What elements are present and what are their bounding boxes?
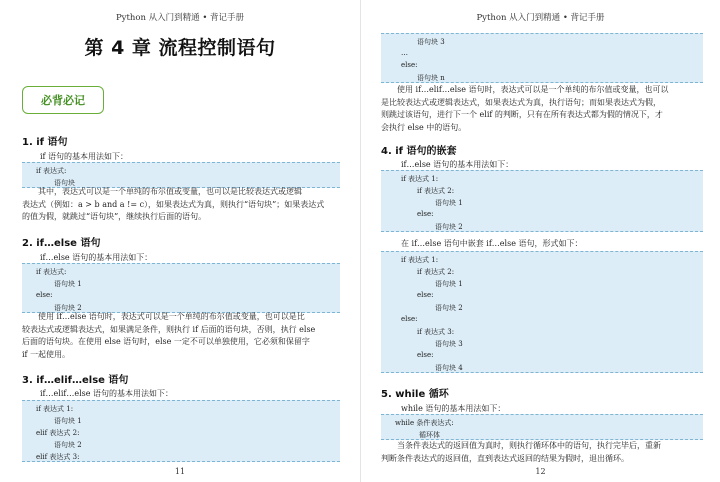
- code-line: if 表达式 3:: [417, 328, 455, 336]
- code-line: 语句块 n: [417, 74, 445, 82]
- section-heading-nested-if: 4. if 语句的嵌套: [381, 146, 457, 157]
- code-line: 语句块 3: [417, 38, 445, 46]
- chapter-title: 第 4 章 流程控制语句: [84, 37, 276, 59]
- section-intro: if 语句的基本用法如下：: [40, 152, 129, 161]
- code-line: 语句块 2: [54, 441, 82, 449]
- running-header: Python 从入门到精通 • 背记手册: [115, 13, 245, 23]
- section-heading-if-else: 2. if…else 语句: [22, 238, 101, 249]
- code-line: else:: [36, 291, 53, 299]
- code-line: elif 表达式 3:: [36, 453, 80, 461]
- code-line: 语句块 2: [435, 223, 463, 231]
- code-line: 语句块 1: [54, 280, 82, 288]
- code-line: if 表达式 1:: [401, 175, 439, 183]
- section-intro: 在 if…else 语句中嵌套 if…else 语句，形式如下：: [401, 239, 583, 248]
- running-header: Python 从入门到精通 • 背记手册: [476, 13, 605, 23]
- paragraph: 当条件表达式的返回值为真时，则执行循环体中的语句，执行完毕后，重新 判断条件表达式的返回值，直到表达式返回的结果为假时，退出循环。: [381, 441, 661, 463]
- code-line: else:: [401, 315, 418, 323]
- code-line: 语句块 2: [54, 304, 82, 312]
- code-block: [22, 162, 340, 188]
- page-number: 11: [174, 467, 186, 476]
- code-line: if 表达式:: [36, 167, 67, 175]
- code-line: if 表达式 2:: [417, 187, 455, 195]
- right-page: [360, 0, 720, 482]
- code-line: while 条件表达式:: [395, 419, 454, 427]
- paragraph: 其中，表达式可以是一个单纯的布尔值或变量，也可以是比较表达式或逻辑 表达式（例如：a > b and a != c），如果表达式为真，则执行“语句块”；如果表达式 的值为假，就跳过“语句块”，继续执行后面的语句。: [22, 187, 325, 221]
- code-line: else:: [417, 291, 434, 299]
- section-intro: if…elif…else 语句的基本用法如下：: [40, 389, 174, 398]
- code-line: elif 表达式 2:: [36, 429, 80, 437]
- code-line: 循环体: [419, 431, 440, 439]
- code-line: else:: [417, 351, 434, 359]
- code-line: 语句块 1: [54, 417, 82, 425]
- code-line: 语句块 1: [435, 199, 463, 207]
- section-intro: if…else 语句的基本用法如下：: [401, 160, 514, 169]
- code-line: 语句块 1: [435, 280, 463, 288]
- code-line: 语句块 3: [435, 340, 463, 348]
- code-line: …: [401, 49, 408, 57]
- code-line: else:: [417, 210, 434, 218]
- code-block: [381, 414, 703, 440]
- code-block: [22, 263, 340, 313]
- code-line: if 表达式:: [36, 268, 67, 276]
- code-line: 语句块 2: [435, 304, 463, 312]
- code-block: [381, 33, 703, 83]
- code-line: if 表达式 1:: [36, 405, 74, 413]
- code-line: 语句块: [54, 179, 75, 187]
- must-remember-badge: 必背必记: [22, 86, 104, 114]
- code-block: [381, 170, 703, 232]
- code-block: [381, 251, 703, 373]
- section-intro: while 语句的基本用法如下：: [401, 404, 506, 413]
- code-line: else:: [401, 61, 418, 69]
- section-heading-if-elif-else: 3. if…elif…else 语句: [22, 375, 129, 386]
- code-line: 语句块 4: [435, 364, 463, 372]
- paragraph: 使用 if…elif…else 语句时，表达式可以是一个单纯的布尔值或变量，也可以 是比较表达式或逻辑表达式，如果表达式为真，执行语句；而如果表达式为假， 则跳过该语句，进行下一个 elif 的判断，只有在所有表达式都为假的情况下，才 会执行 else 中的语句。: [381, 85, 669, 132]
- section-intro: if…else 语句的基本用法如下：: [40, 253, 153, 262]
- section-heading-while: 5. while 循环: [381, 389, 449, 400]
- code-line: if 表达式 1:: [401, 256, 439, 264]
- page-number: 12: [535, 467, 546, 476]
- paragraph: 使用 if…else 语句时，表达式可以是一个单纯的布尔值或变量，也可以是比 较表达式或逻辑表达式，如果满足条件，则执行 if 后面的语句块，否则，执行 else 后面的语句块。在使用 else 语句时，else 一定不可以单独使用，它必须和保留字 if 一起使用。: [22, 312, 316, 359]
- code-line: if 表达式 2:: [417, 268, 455, 276]
- code-block: [22, 400, 340, 462]
- section-heading-if: 1. if 语句: [22, 137, 68, 148]
